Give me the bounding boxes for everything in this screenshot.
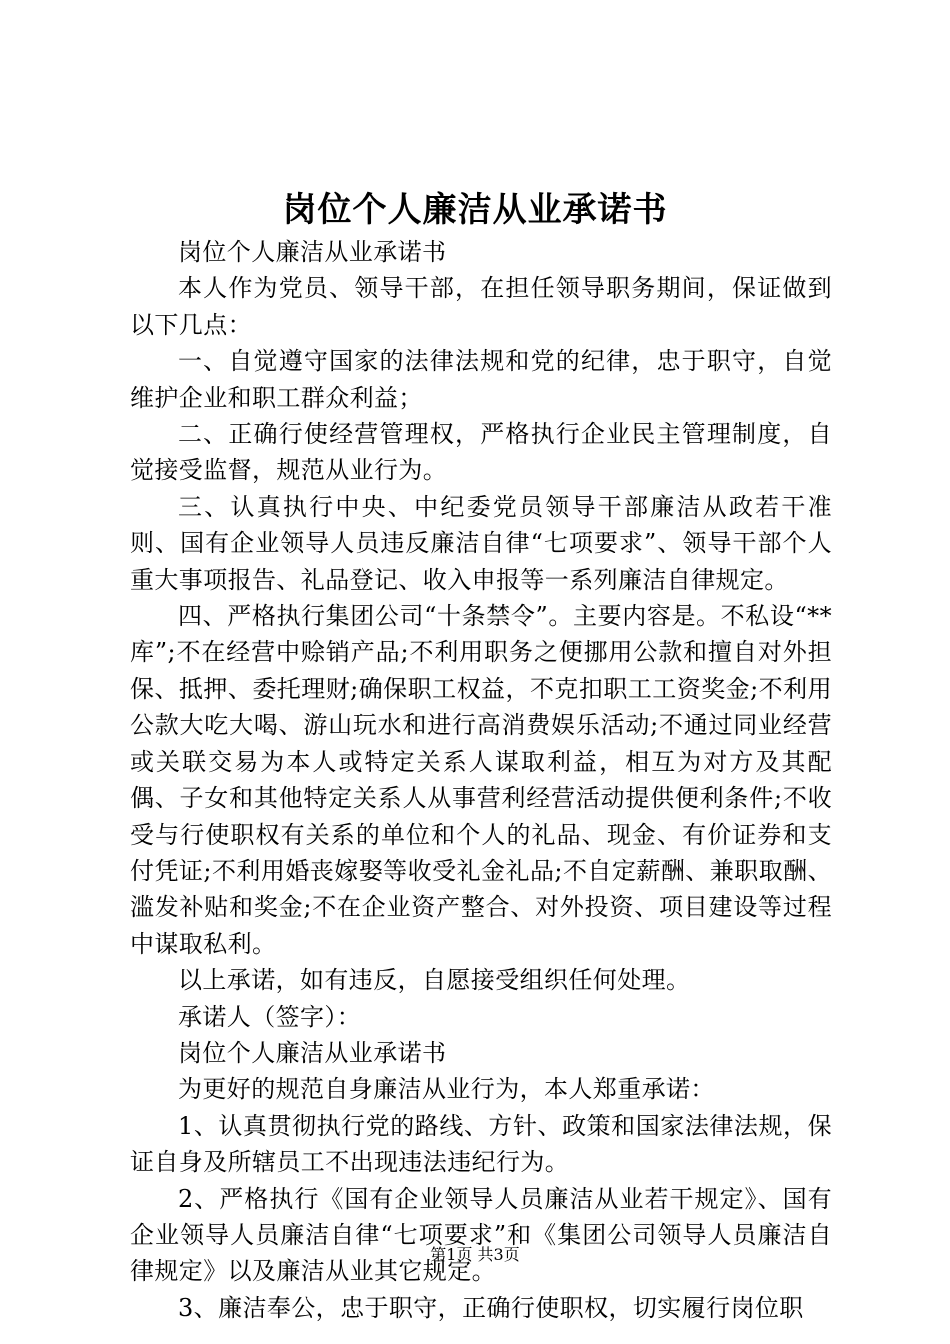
- paragraph-signature: 承诺人（签字）：: [178, 1002, 362, 1031]
- paragraph-heading-repeat: 岗位个人廉洁从业承诺书: [178, 238, 447, 266]
- paragraph-pledge: 以上承诺，如有违反，自愿接受组织任何处理。: [178, 966, 691, 995]
- paragraph-item-1: 一、自觉遵守国家的法律法规和党的纪律，忠于职守，自觉维护企业和职工群众利益；: [130, 347, 832, 412]
- paragraph-numbered-3: 3、廉洁奉公，忠于职守，正确行使职权，切实履行岗位职: [178, 1293, 804, 1322]
- document-body: [130, 234, 832, 1326]
- document-title: 岗位个人廉洁从业承诺书: [282, 190, 668, 230]
- paragraph-second-heading: 岗位个人廉洁从业承诺书: [178, 1038, 447, 1067]
- paragraph-item-3: 三、认真执行中央、中纪委党员领导干部廉洁从政若干准则、国有企业领导人员违反廉洁自律“七项要求”、领导干部个人重大事项报告、礼品登记、收入申报等一系列廉洁自律规定。: [130, 492, 832, 594]
- paragraph-item-4: 四、严格执行集团公司“十条禁令”。主要内容是。不私设“**库”;不在经营中赊销产品;不利用职务之便挪用公款和擅自对外担保、抵押、委托理财;确保职工权益，不克扣职工工资奖金;不利用公款大吃大喝、游山玩水和进行高消费娱乐活动;不通过同业经营或关联交易为本人或特定关系人谋取利益，相互为对方及其配偶、子女和其他特定关系人从事营利经营活动提供便利条件;不收受与行使职权有关系的单位和个人的礼品、现金、有价证券和支付凭证;不利用婚丧嫁娶等收受礼金礼品;不自定薪酬、兼职取酬、滥发补贴和奖金;不在企业资产整合、对外投资、项目建设等过程中谋取私利。: [130, 602, 832, 958]
- paragraph-numbered-2: 2、严格执行《国有企业领导人员廉洁从业若干规定》、国有企业领导人员廉洁自律“七项要求”和《集团公司领导人员廉洁自律规定》以及廉洁从业其它规定。: [130, 1184, 832, 1286]
- paragraph-item-2: 二、正确行使经营管理权，严格执行企业民主管理制度，自觉接受监督，规范从业行为。: [130, 420, 832, 485]
- paragraph-second-intro: 为更好的规范自身廉洁从业行为，本人郑重承诺：: [178, 1075, 715, 1104]
- paragraph-numbered-1: 1、认真贯彻执行党的路线、方针、政策和国家法律法规，保证自身及所辖员工不出现违法违纪行为。: [130, 1111, 832, 1177]
- page-footer: 第1页 共3页: [430, 1245, 520, 1264]
- paragraph-intro: 本人作为党员、领导干部，在担任领导职务期间，保证做到以下几点：: [130, 274, 832, 339]
